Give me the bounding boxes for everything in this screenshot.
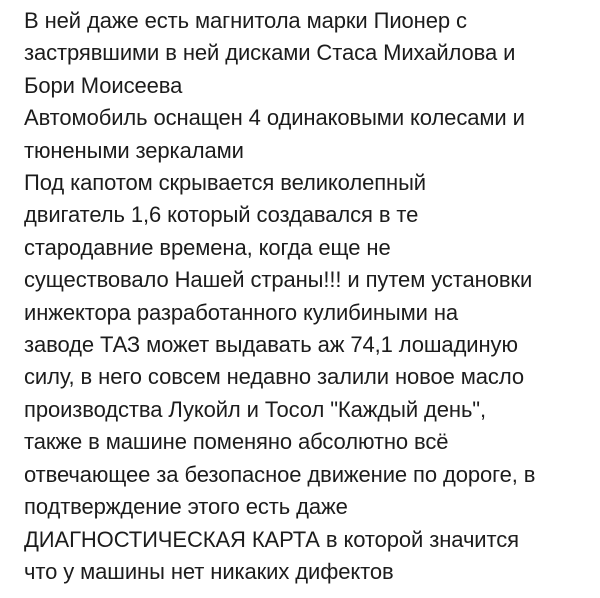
text-line: существовало Нашей страны!!! и путем установки — [24, 267, 533, 293]
text-line: тюнеными зеркалами — [24, 137, 244, 163]
text-line: ДИАГНОСТИЧЕСКАЯ КАРТА в которой значится — [24, 526, 519, 552]
text-line: Под капотом скрывается великолепный — [24, 170, 426, 196]
text-line: Автомобиль оснащен 4 одинаковыми колесами и — [24, 105, 525, 131]
text-line: заводе ТАЗ может выдавать аж 74,1 лошадиную — [24, 332, 518, 358]
text-line: также в машине поменяно абсолютно всё — [24, 429, 449, 455]
text-line: стародавние времена, когда еще не — [24, 234, 391, 260]
text-line: Бори Моисеева — [24, 72, 183, 98]
text-line: производства Лукойл и Тосол "Каждый день", — [24, 396, 487, 422]
text-line: что у машины нет никаких дифектов — [24, 558, 394, 584]
text-line: двигатель 1,6 который создавался в те — [24, 202, 419, 228]
text-line: застрявшими в ней дисками Стаса Михайлова и — [24, 40, 516, 66]
text-line: отвечающее за безопасное движение по дороге, в — [24, 461, 536, 487]
text-line: подтверждение этого есть даже — [24, 494, 348, 520]
text-line: инжектора разработанного кулибиными на — [24, 299, 459, 325]
post-text — [24, 5, 594, 588]
text-line: В ней даже есть магнитола марки Пионер с — [24, 8, 467, 33]
text-line: силу, в него совсем недавно залили новое масло — [24, 364, 524, 390]
